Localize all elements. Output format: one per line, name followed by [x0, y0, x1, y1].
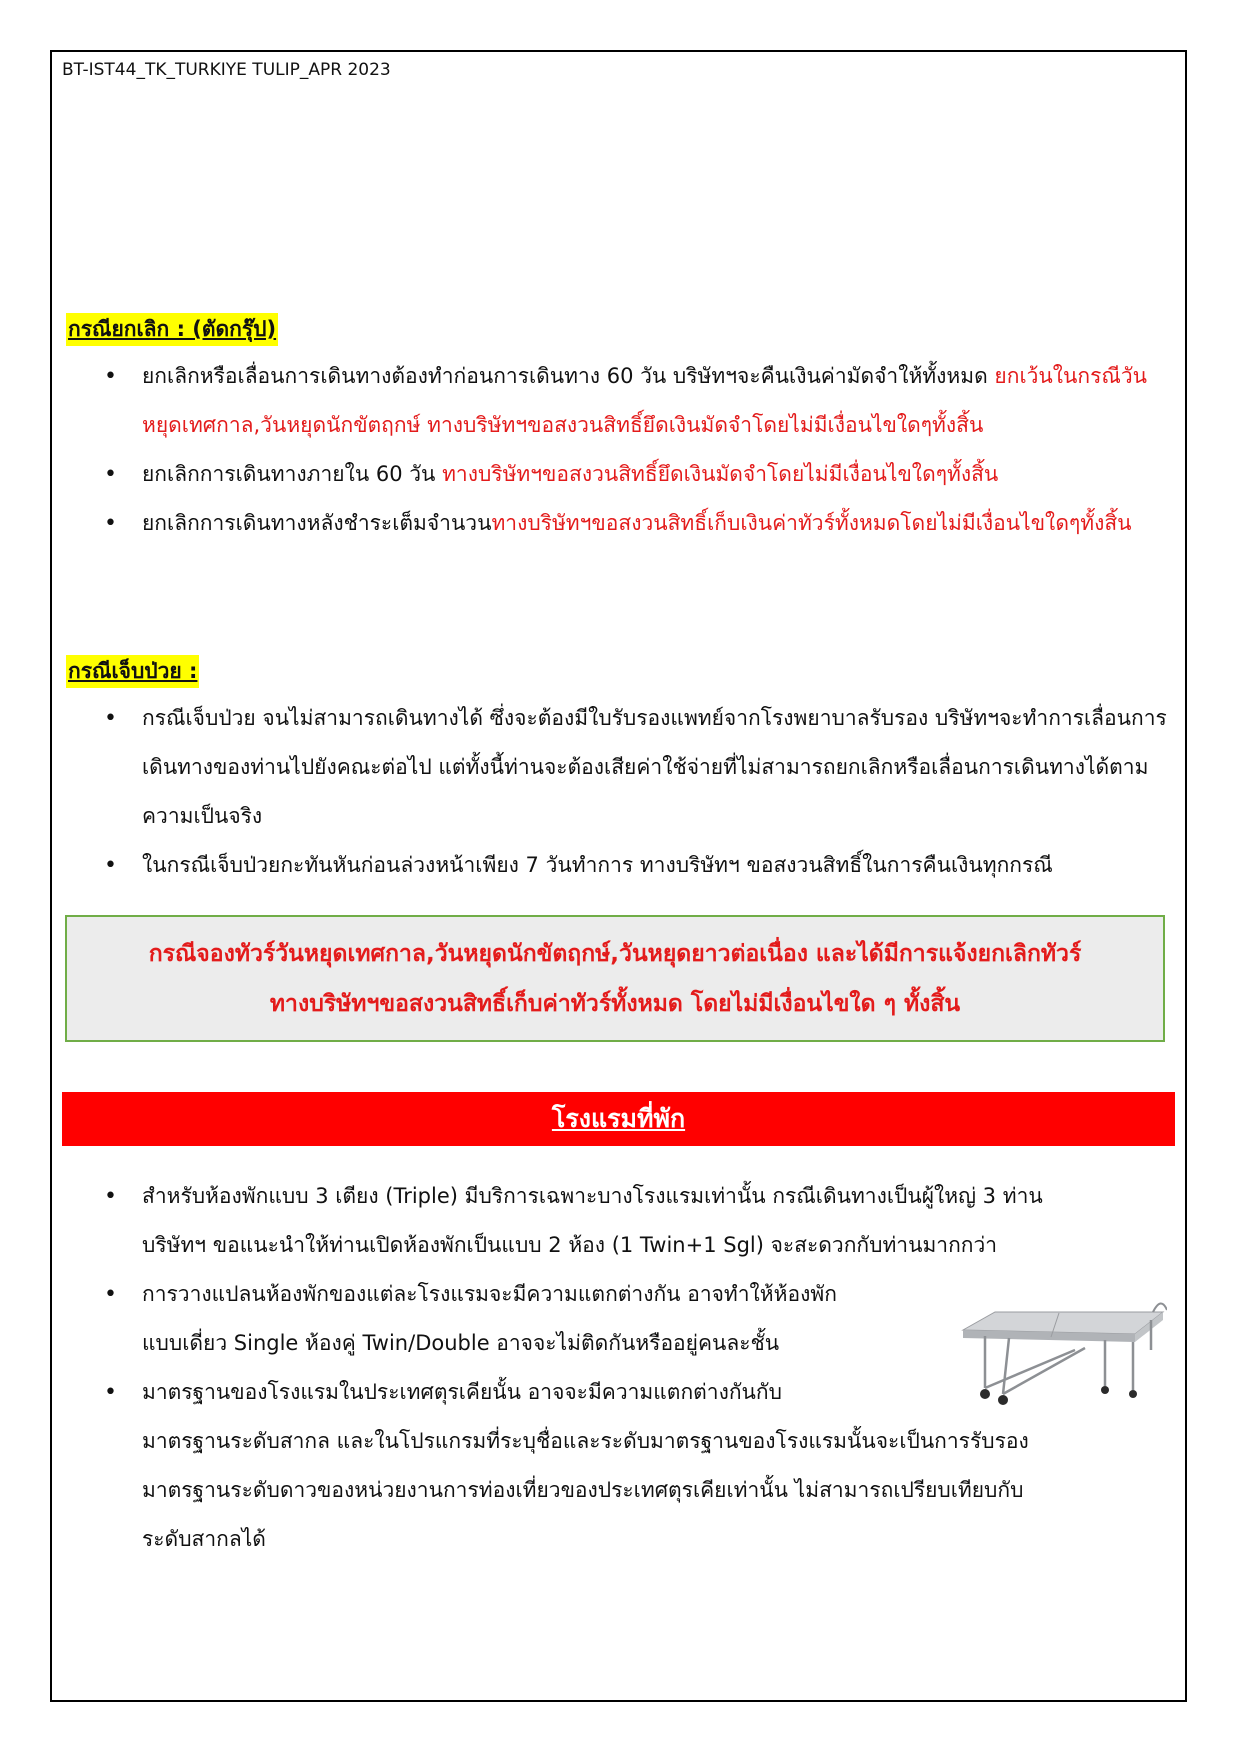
document-code: BT-IST44_TK_TURKIYE TULIP_APR 2023: [62, 60, 391, 80]
holiday-cancellation-notice: [65, 915, 1165, 1042]
cancellation-list: [100, 352, 1175, 548]
list-item: • ยกเลิกหรือเลื่อนการเดินทางต้องทำก่อนการเดินทาง 60 วัน บริษัทฯจะคืนเงินค่ามัดจำให้ทั้งหมด ยกเว้นในกรณีวันหยุดเทศกาล,วันหยุดนักขัตฤกษ์ ทางบริษัทฯขอสงวนสิทธิ์ยึดเงินมัดจำโดยไม่มีเงื่อนไขใดๆทั้งสิ้น: [100, 352, 1175, 450]
list-item: • การวางแปลนห้องพักของแต่ละโรงแรมจะมีความแตกต่างกัน อาจทำให้ห้องพัก แบบเดี่ยว Single ห้องคู่ Twin/Double อาจจะไม่ติดกันหรืออยู่คนละชั้น: [100, 1270, 1175, 1368]
list-item: • สำหรับห้องพักแบบ 3 เตียง (Triple) มีบริการเฉพาะบางโรงแรมเท่านั้น กรณีเดินทางเป็นผู้ใหญ่ 3 ท่าน บริษัทฯ ขอแนะนำให้ท่านเปิดห้องพักเป็นแบบ 2 ห้อง (1 Twin+1 Sgl) จะสะดวกกับท่านมากกว่า: [100, 1172, 1175, 1270]
hotel-section-title: โรงแรมที่พัก: [62, 1092, 1175, 1146]
cancellation-heading: กรณียกเลิก : (ตัดกรุ๊ป): [66, 313, 278, 346]
list-item: • มาตรฐานของโรงแรมในประเทศตุรเคียนั้น อาจจะมีความแตกต่างกันกับ มาตรฐานระดับสากล และในโปรแกรมที่ระบุชื่อและระดับมาตรฐานของโรงแรมนั้นจะเป็นการรับรอง มาตรฐานระดับดาวของหน่วยงานการท่องเที่ยวของประเทศตุรเคียเท่านั้น ไม่สามารถเปรียบเทียบกับ ระดับสากลได้: [100, 1368, 1175, 1564]
illness-heading: กรณีเจ็บป่วย :: [66, 655, 199, 688]
list-item: • กรณีเจ็บป่วย จนไม่สามารถเดินทางได้ ซึ่งจะต้องมีใบรับรองแพทย์จากโรงพยาบาลรับรอง บริษัทฯจะทำการเลื่อนการเดินทางของท่านไปยังคณะต่อไป แต่ทั้งนี้ท่านจะต้องเสียค่าใช้จ่ายที่ไม่สามารถยกเลิกหรือเลื่อนการเดินทางได้ตามความเป็นจริง: [100, 694, 1175, 841]
notice-line-1: กรณีจองทัวร์วันหยุดเทศกาล,วันหยุดนักขัตฤกษ์,วันหยุดยาวต่อเนื่อง และได้มีการแจ้งยกเลิกทัวร์: [148, 941, 1082, 967]
list-item: • ยกเลิกการเดินทางภายใน 60 วัน ทางบริษัทฯขอสงวนสิทธิ์ยึดเงินมัดจำโดยไม่มีเงื่อนไขใดๆทั้งสิ้น: [100, 450, 1175, 499]
extra-bed-image: [955, 1290, 1167, 1408]
notice-line-2: ทางบริษัทฯขอสงวนสิทธิ์เก็บค่าทัวร์ทั้งหมด โดยไม่มีเงื่อนไขใด ๆ ทั้งสิ้น: [269, 991, 961, 1017]
list-item: • ยกเลิกการเดินทางหลังชำระเต็มจำนวนทางบริษัทฯขอสงวนสิทธิ์เก็บเงินค่าทัวร์ทั้งหมดโดยไม่มีเงื่อนไขใดๆทั้งสิ้น: [100, 499, 1175, 548]
list-item: • ในกรณีเจ็บป่วยกะทันหันก่อนล่วงหน้าเพียง 7 วันทำการ ทางบริษัทฯ ขอสงวนสิทธิ์ในการคืนเงินทุกกรณี: [100, 841, 1175, 890]
illness-list: [100, 694, 1175, 890]
